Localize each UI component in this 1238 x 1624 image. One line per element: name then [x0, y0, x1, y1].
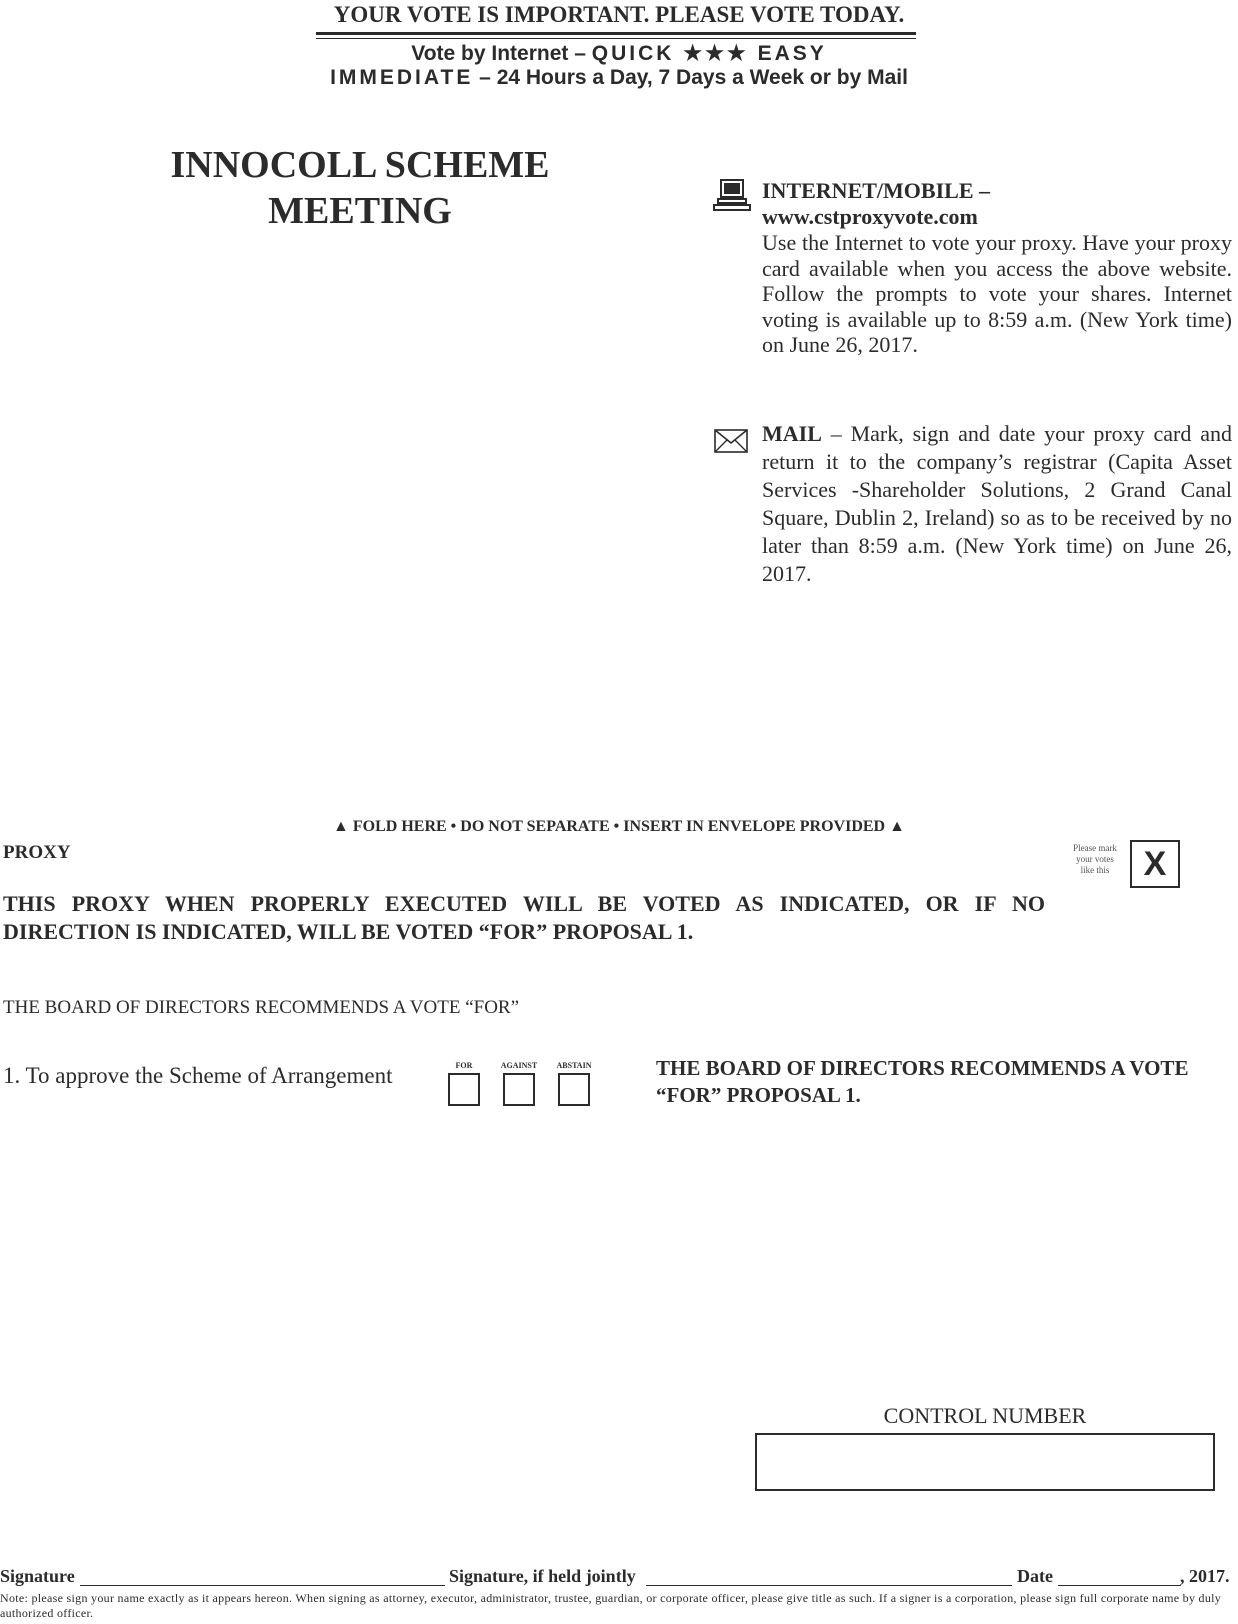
internet-instructions: Use the Internet to vote your proxy. Have your proxy card available when you access the above website. Follow the prompts to vote your shares. Internet voting is available up to 8:59 a.m. (New York time) on June 26, 2017. — [762, 230, 1232, 357]
mark-note-line-3: like this — [1080, 865, 1110, 875]
mark-note-line-1: Please mark — [1073, 843, 1117, 853]
vote-for-checkbox[interactable] — [448, 1073, 480, 1106]
control-number-label: CONTROL NUMBER — [883, 1403, 1087, 1428]
internet-heading: INTERNET/MOBILE – — [762, 178, 990, 203]
computer-icon — [712, 178, 752, 214]
immediate-text: IMMEDIATE — [330, 66, 474, 89]
mail-voting-section — [762, 420, 1232, 588]
mail-instructions-text: – Mark, sign and date your proxy card and return it to the company’s registrar (Capita Asset Services -Shareholder Solutions, 2 Grand Canal Square, Dublin 2, Ireland) so as to be received by no later than 8:59 a.m. (New York time) on June 26, 2017. — [762, 421, 1232, 586]
meeting-title — [150, 142, 570, 234]
signature-note: Note: please sign your name exactly as it appears hereon. When signing as attorney, executor, administrator, trustee, guardian, or corporate officer, please give title as such. If a signer is a corporation, please sign full corporate name by duly authorized officer. — [0, 1591, 1222, 1620]
control-number-field[interactable] — [755, 1433, 1215, 1491]
proxy-statement: THIS PROXY WHEN PROPERLY EXECUTED WILL BE VOTED AS INDICATED, OR IF NO DIRECTION IS INDICATED, WILL BE VOTED “FOR” PROPOSAL 1. — [3, 891, 1045, 944]
vote-for-option — [447, 1061, 481, 1106]
meeting-title-line-1: INNOCOLL SCHEME — [170, 144, 550, 186]
hours-text: – 24 Hours a Day, 7 Days a Week or by Mail — [473, 66, 908, 89]
mail-heading: MAIL — [762, 421, 822, 446]
header-rule-thick — [316, 32, 916, 35]
proposal-1-text: 1. To approve the Scheme of Arrangement — [3, 1063, 393, 1088]
date-line[interactable] — [1058, 1585, 1181, 1586]
vote-by-internet-text: Vote by Internet – — [411, 42, 586, 65]
fold-instructions: ▲ FOLD HERE • DO NOT SEPARATE • INSERT IN ENVELOPE PROVIDED ▲ — [333, 818, 905, 835]
proposal-recommendation: THE BOARD OF DIRECTORS RECOMMENDS A VOTE “FOR” PROPOSAL 1. — [656, 1056, 1189, 1107]
signature-row — [0, 1566, 1238, 1588]
internet-voting-section — [762, 178, 1232, 358]
mail-instructions — [762, 420, 1232, 588]
joint-signature-label: Signature, if held jointly — [449, 1566, 636, 1586]
year-suffix: , 2017. — [1180, 1566, 1230, 1586]
proxy-vote-url[interactable]: www.cstproxyvote.com — [762, 204, 978, 229]
signature-label: Signature — [0, 1566, 75, 1586]
vote-important-heading: YOUR VOTE IS IMPORTANT. PLEASE VOTE TODAY. — [333, 2, 905, 27]
vote-by-internet-line — [0, 41, 1238, 66]
mark-note-line-2: your votes — [1076, 854, 1114, 864]
vote-abstain-checkbox[interactable] — [558, 1073, 590, 1106]
proxy-label: PROXY — [3, 842, 71, 863]
vote-against-option — [502, 1061, 536, 1106]
mark-example-box: X — [1130, 840, 1180, 888]
vote-abstain-option — [557, 1061, 591, 1106]
date-label: Date — [1017, 1566, 1053, 1586]
vote-against-label: AGAINST — [500, 1061, 538, 1070]
signature-line[interactable] — [80, 1585, 445, 1586]
board-recommendation: THE BOARD OF DIRECTORS RECOMMENDS A VOTE “FOR” — [3, 997, 520, 1018]
vote-for-label: FOR — [455, 1061, 473, 1070]
header-rule-thin — [316, 38, 916, 39]
mark-votes-note — [1050, 843, 1140, 876]
immediate-line — [0, 66, 1238, 90]
joint-signature-line[interactable] — [646, 1585, 1012, 1586]
quick-easy-text: QUICK ★★★ EASY — [591, 42, 827, 65]
vote-against-checkbox[interactable] — [503, 1073, 535, 1106]
vote-abstain-label: ABSTAIN — [556, 1061, 592, 1070]
meeting-title-line-2: MEETING — [268, 190, 452, 232]
envelope-icon — [712, 426, 752, 462]
